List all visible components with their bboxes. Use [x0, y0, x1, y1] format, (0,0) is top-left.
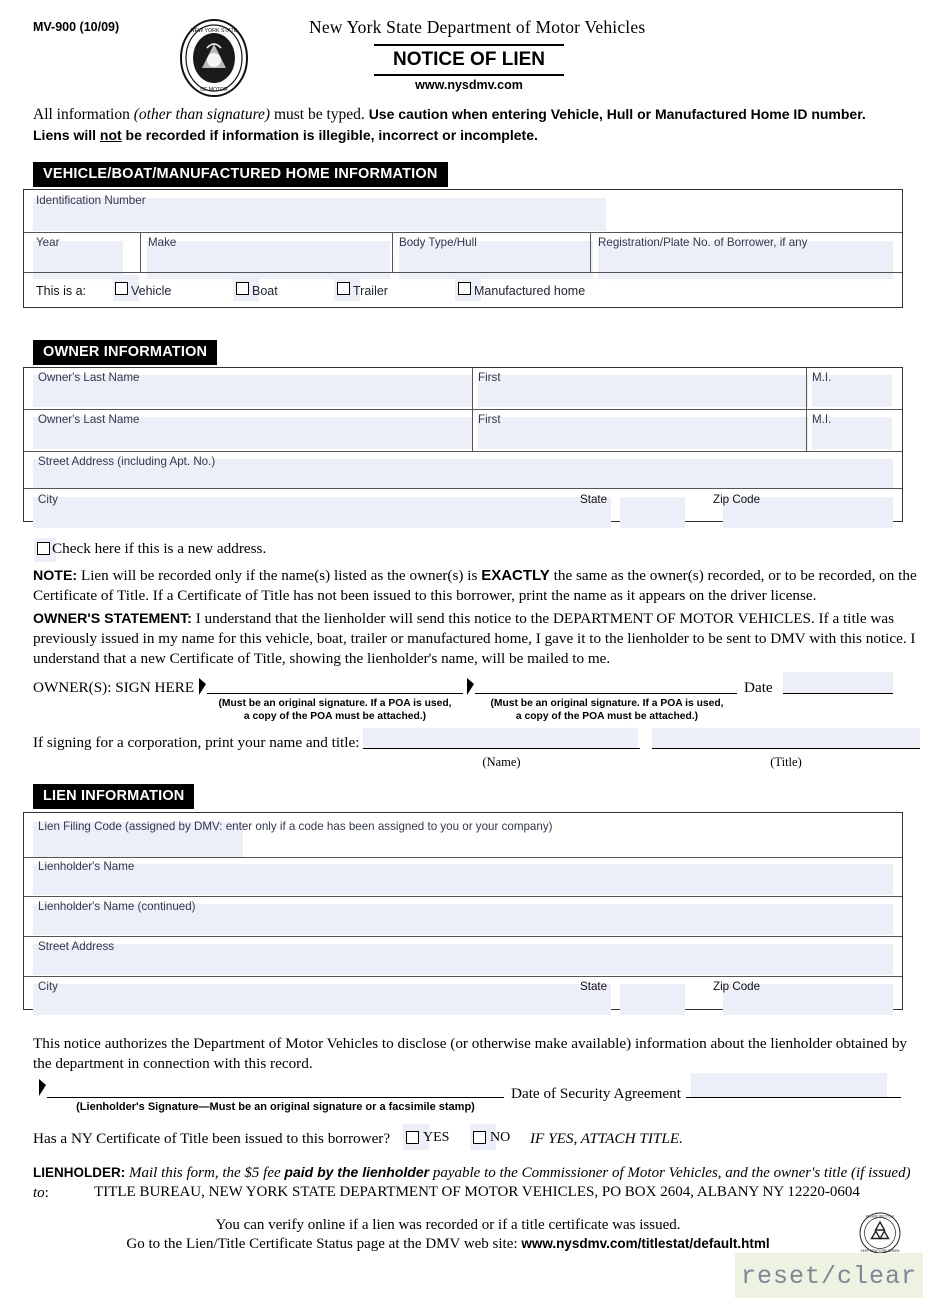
lienholder-signature-pointer-icon [38, 1079, 47, 1096]
department-title: New York State Department of Motor Vehicles [309, 17, 646, 37]
mailing-italic-a: Mail this form, the $5 fee [125, 1165, 285, 1181]
make-input[interactable] [147, 241, 390, 279]
checkbox-boat-label: Boat [252, 284, 278, 298]
section-bar-lien: LIEN INFORMATION [33, 784, 194, 809]
checkbox-vehicle[interactable] [115, 282, 128, 295]
security-agreement-date-line [686, 1097, 901, 1098]
lienholder-city-label: City [38, 980, 58, 993]
form-number: MV-900 (10/09) [33, 20, 120, 34]
owner-date-input[interactable] [783, 672, 893, 693]
owner1-first-name-input[interactable] [478, 375, 808, 407]
checkbox-title-yes[interactable] [406, 1131, 419, 1144]
checkbox-trailer-label: Trailer [353, 284, 388, 298]
make-label: Make [148, 236, 177, 249]
poa-note-1 [207, 697, 463, 723]
checkbox-title-no[interactable] [473, 1131, 486, 1144]
lienholder-name-label: Lienholder's Name [38, 860, 135, 873]
owner2-last-name-label: Owner's Last Name [38, 413, 140, 426]
nys-dmv-seal-icon [178, 18, 250, 98]
lienholder-state-label: State [580, 980, 608, 993]
owner-city-label: City [38, 493, 58, 506]
recycle-seal-icon [858, 1211, 902, 1255]
verify-online-line: You can verify online if a lien was recorded or if a title certificate was issued. [215, 1217, 681, 1233]
security-agreement-date-input[interactable] [691, 1073, 887, 1097]
lienholder-name-input[interactable] [33, 864, 893, 895]
lien-status-line [33, 1235, 863, 1255]
svg-text:OF MOTOR: OF MOTOR [200, 87, 228, 93]
lienholder-city-input[interactable] [33, 984, 611, 1015]
intro-text-a: All information [33, 106, 134, 123]
owner2-first-name-label: First [478, 413, 501, 426]
owner-zip-label: Zip Code [713, 493, 761, 506]
checkbox-vehicle-label: Vehicle [131, 284, 172, 298]
this-is-a-label: This is a: [36, 284, 87, 298]
mailing-lead: LIENHOLDER: [33, 1165, 126, 1180]
reset-clear-button[interactable]: reset/clear [735, 1253, 923, 1298]
section-bar-vehicle: VEHICLE/BOAT/MANUFACTURED HOME INFORMATION [33, 162, 448, 187]
owner2-first-name-input[interactable] [478, 417, 808, 449]
signature-pointer-icon-1 [198, 678, 207, 695]
section-bar-owner: OWNER INFORMATION [33, 340, 217, 365]
poa-note-2-line2: a copy of the POA must be attached.) [515, 711, 699, 723]
new-address-label: Check here if this is a new address. [52, 540, 267, 557]
checkbox-new-address[interactable] [37, 542, 50, 555]
security-agreement-date-label: Date of Security Agreement [511, 1085, 681, 1102]
lien-status-url: www.nysdmv.com/titlestat/default.html [521, 1236, 770, 1251]
intro-line2-pre: Liens will [33, 126, 100, 143]
owner1-last-name-label: Owner's Last Name [38, 371, 140, 384]
owner2-signature-line[interactable] [475, 693, 737, 694]
corporation-title-line [652, 748, 920, 749]
svg-text:NEW YORK STATE: NEW YORK STATE [190, 28, 238, 34]
corporation-name-input[interactable] [363, 728, 638, 748]
owner1-signature-line[interactable] [207, 693, 463, 694]
poa-note-1-line2: a copy of the POA must be attached.) [243, 711, 427, 723]
corporation-title-caption: (Title) [770, 755, 802, 769]
year-label: Year [36, 236, 60, 249]
lien-status-pre: Go to the Lien/Title Certificate Status page at the DMV web site: [126, 1236, 522, 1252]
owner-street-address-label: Street Address (including Apt. No.) [38, 455, 216, 468]
corporation-label: If signing for a corporation, print your name and title: [33, 734, 360, 751]
intro-line2-not: not [99, 126, 122, 143]
mailing-address: TITLE BUREAU, NEW YORK STATE DEPARTMENT OF MOTOR VEHICLES, PO BOX 2604, ALBANY NY 12220-0604 [94, 1184, 860, 1200]
lienholder-zip-label: Zip Code [713, 980, 761, 993]
svg-text:PLEASE RECYCLE: PLEASE RECYCLE [865, 1214, 895, 1219]
owner-state-input[interactable] [620, 497, 685, 528]
mailing-bold-italic: paid by the lienholder [284, 1164, 430, 1180]
note-paragraph [33, 566, 921, 606]
lienholder-name-cont-label: Lienholder's Name (continued) [38, 900, 196, 913]
lienholder-street-label: Street Address [38, 940, 115, 953]
lienholder-street-input[interactable] [33, 944, 893, 975]
owner-date-line [783, 693, 893, 694]
mailing-colon: : [44, 1184, 49, 1201]
signature-pointer-icon-2 [466, 678, 475, 695]
owner-statement-text: I understand that the lienholder will send this notice to the DEPARTMENT OF MOTOR VEHICLES. If a title was previously issued in my name for this vehicle, boat, trailer or manufactured home, I gave it to the lienholder to be sent to DMV with this notice. I understand that a new Certificate of Title, showing the lienholder's name, will be mailed to me. [33, 610, 916, 667]
note-emphasis: EXACTLY [481, 567, 550, 584]
svg-text:KEEP NEW YORK GREEN: KEEP NEW YORK GREEN [860, 1249, 900, 1253]
sign-here-label: OWNER(S): SIGN HERE [33, 679, 195, 696]
header-website: www.nysdmv.com [415, 78, 523, 92]
poa-note-2 [477, 697, 737, 723]
title-issued-question: Has a NY Certificate of Title been issued to this borrower? [33, 1130, 391, 1147]
checkbox-boat[interactable] [236, 282, 249, 295]
owner1-first-name-label: First [478, 371, 501, 384]
owner-statement-lead: OWNER'S STATEMENT: [33, 611, 192, 627]
identification-number-label: Identification Number [36, 194, 146, 207]
lien-filing-code-label: Lien Filing Code (assigned by DMV: enter only if a code has been assigned to you or your company) [38, 820, 553, 833]
corporation-title-input[interactable] [652, 728, 920, 748]
lienholder-signature-line[interactable] [47, 1097, 504, 1098]
body-type-label: Body Type/Hull [399, 236, 477, 249]
registration-label: Registration/Plate No. of Borrower, if any [598, 236, 808, 249]
poa-note-2-line1: (Must be an original signature. If a POA is used, [490, 698, 724, 709]
owner-city-input[interactable] [33, 497, 611, 528]
checkbox-trailer[interactable] [337, 282, 350, 295]
owner-date-label: Date [744, 679, 773, 696]
intro-text-bold: Use caution when entering Vehicle, Hull or Manufactured Home ID number. [368, 106, 866, 122]
owner-state-label: State [580, 493, 608, 506]
checkbox-title-yes-label: YES [423, 1130, 450, 1145]
intro-text-italic: (other than signature) [133, 106, 271, 123]
owner2-mi-label: M.I. [812, 413, 832, 426]
poa-note-1-line1: (Must be an original signature. If a POA is used, [218, 698, 452, 709]
disclosure-paragraph: This notice authorizes the Department of Motor Vehicles to disclose (or otherwise make available) information about the lienholder obtained by the department in connection with this record. [33, 1035, 908, 1072]
owner-statement-paragraph [33, 609, 921, 669]
note-lead: NOTE: [33, 568, 78, 584]
corporation-name-line [363, 748, 640, 749]
lienholder-state-input[interactable] [620, 984, 685, 1015]
page-title: NOTICE OF LIEN [374, 44, 564, 76]
owner1-mi-label: M.I. [812, 371, 832, 384]
intro-instructions [33, 105, 918, 146]
attach-title-note: IF YES, ATTACH TITLE. [530, 1130, 683, 1147]
checkbox-manufactured-home[interactable] [458, 282, 471, 295]
checkbox-title-no-label: NO [490, 1130, 511, 1145]
corporation-name-caption: (Name) [482, 755, 521, 769]
intro-text-b: must be typed. [270, 106, 369, 123]
checkbox-manufactured-home-label: Manufactured home [474, 284, 586, 298]
intro-line2-post: be recorded if information is illegible, incorrect or incomplete. [121, 126, 538, 143]
mailing-italic-b: payable to the Commissioner of Motor Vehicles, and the owner's title (if issued) to [33, 1165, 911, 1201]
lienholder-signature-caption: (Lienholder's Signature—Must be an original signature or a facsimile stamp) [76, 1101, 475, 1113]
note-text-a: Lien will be recorded only if the name(s) listed as the owner(s) is [77, 567, 482, 584]
note-text-b: the same as the owner(s) recorded, or to be recorded, on the Certificate of Title. If a Certificate of Title has not been issued to this borrower, print the name as it appears on the driver license. [33, 567, 917, 604]
